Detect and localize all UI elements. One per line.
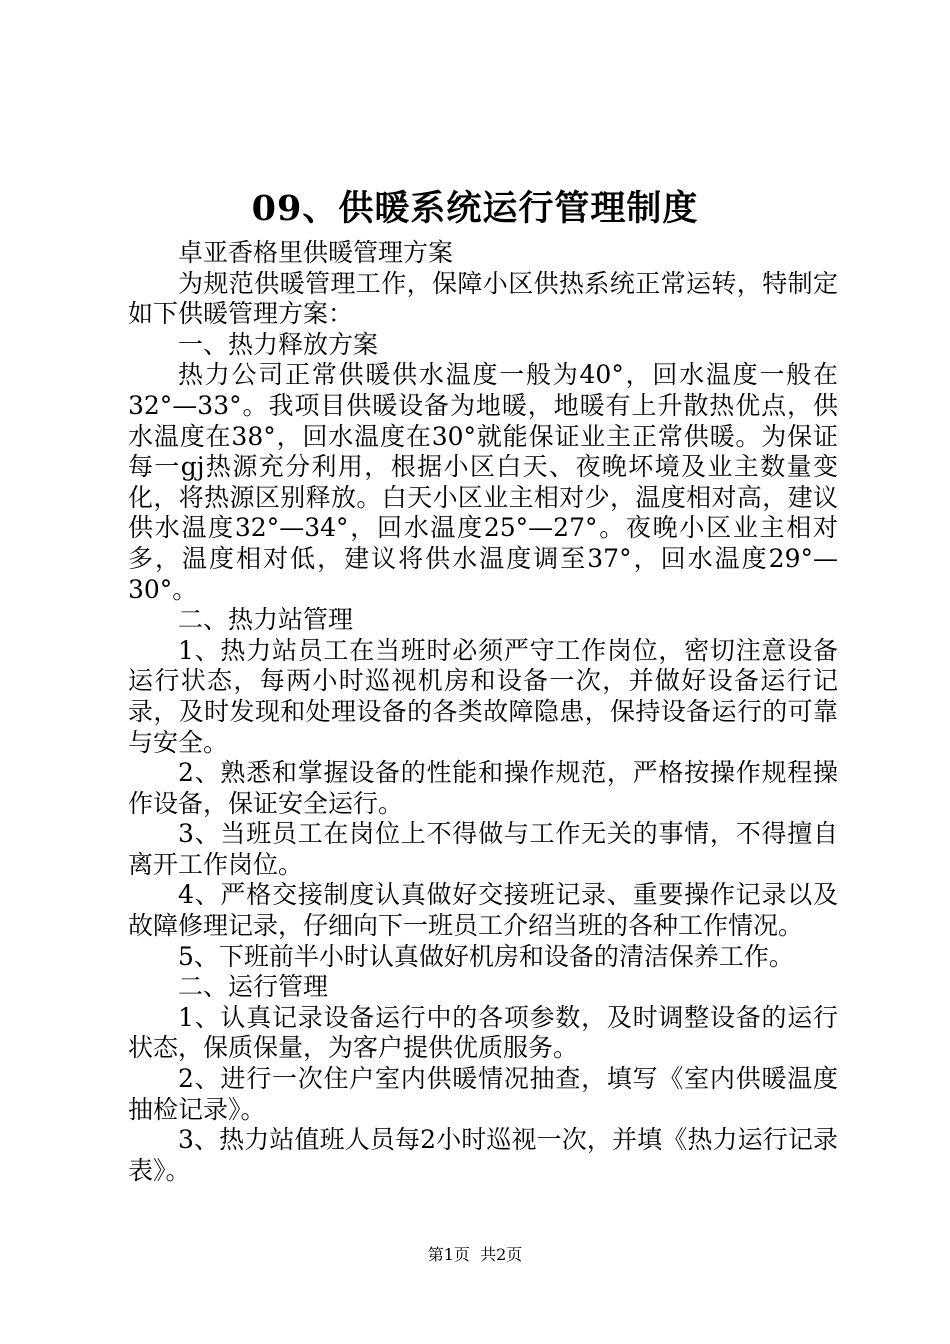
paragraph-station-item-2: 2、熟悉和掌握设备的性能和操作规范，严格按操作规程操作设备，保证安全运行。 [128, 758, 838, 818]
document-title: 09、供暖系统运行管理制度 [251, 188, 699, 229]
document-body [128, 238, 838, 1186]
paragraph-station-item-5: 5、下班前半小时认真做好机房和设备的清洁保养工作。 [178, 941, 794, 971]
paragraph-operation-item-1: 1、认真记录设备运行中的各项参数，及时调整设备的运行状态，保质保量，为客户提供优质服务。 [128, 1002, 838, 1063]
paragraph-station-item-3: 3、当班员工在岗位上不得做与工作无关的事情，不得擅自离开工作岗位。 [128, 819, 838, 879]
page-total: 共2页 [480, 1245, 523, 1264]
page-footer [0, 1243, 950, 1267]
paragraph-intro: 为规范供暖管理工作，保障小区供热系统正常运转，特制定如下供暖管理方案： [128, 268, 838, 329]
page-number: 第1页 [427, 1245, 470, 1264]
section-heading-heat-release: 一、热力释放方案 [178, 329, 379, 359]
section-heading-operation-management: 二、运行管理 [178, 972, 329, 1002]
footer-separator [470, 1245, 480, 1264]
paragraph-operation-item-2: 2、进行一次住户室内供暖情况抽查，填写《室内供暖温度抽检记录》。 [128, 1064, 838, 1124]
paragraph-operation-item-3: 3、热力站值班人员每2小时巡视一次，并填《热力运行记录表》。 [128, 1125, 838, 1185]
paragraph-plan-name: 卓亚香格里供暖管理方案 [178, 238, 454, 267]
paragraph-heat-release: 热力公司正常供暖供水温度一般为40°，回水温度一般在32°—33°。我项目供暖设备为地暖，地暖有上升散热优点，供水温度在38°，回水温度在30°就能保证业主正常供暖。为保证每一gj热源充分利用，根据小区白天、夜晚坏境及业主数量变化，将热源区别释放。白天小区业主相对少，温度相对高，建议供水温度32°—34°，回水温度25°—27°。夜晚小区业主相对多，温度相对低，建议将供水温度调至37°，回水温度29°—30°。 [128, 360, 838, 604]
section-heading-station-management: 二、热力站管理 [178, 605, 354, 635]
paragraph-station-item-1: 1、热力站员工在当班时必须严守工作岗位，密切注意设备运行状态，每两小时巡视机房和设备一次，并做好设备运行记录，及时发现和处理设备的各类故障隐患，保持设备运行的可靠与安全。 [128, 635, 838, 757]
paragraph-station-item-4: 4、严格交接制度认真做好交接班记录、重要操作记录以及故障修理记录，仔细向下一班员工介绍当班的各种工作情况。 [128, 880, 838, 941]
